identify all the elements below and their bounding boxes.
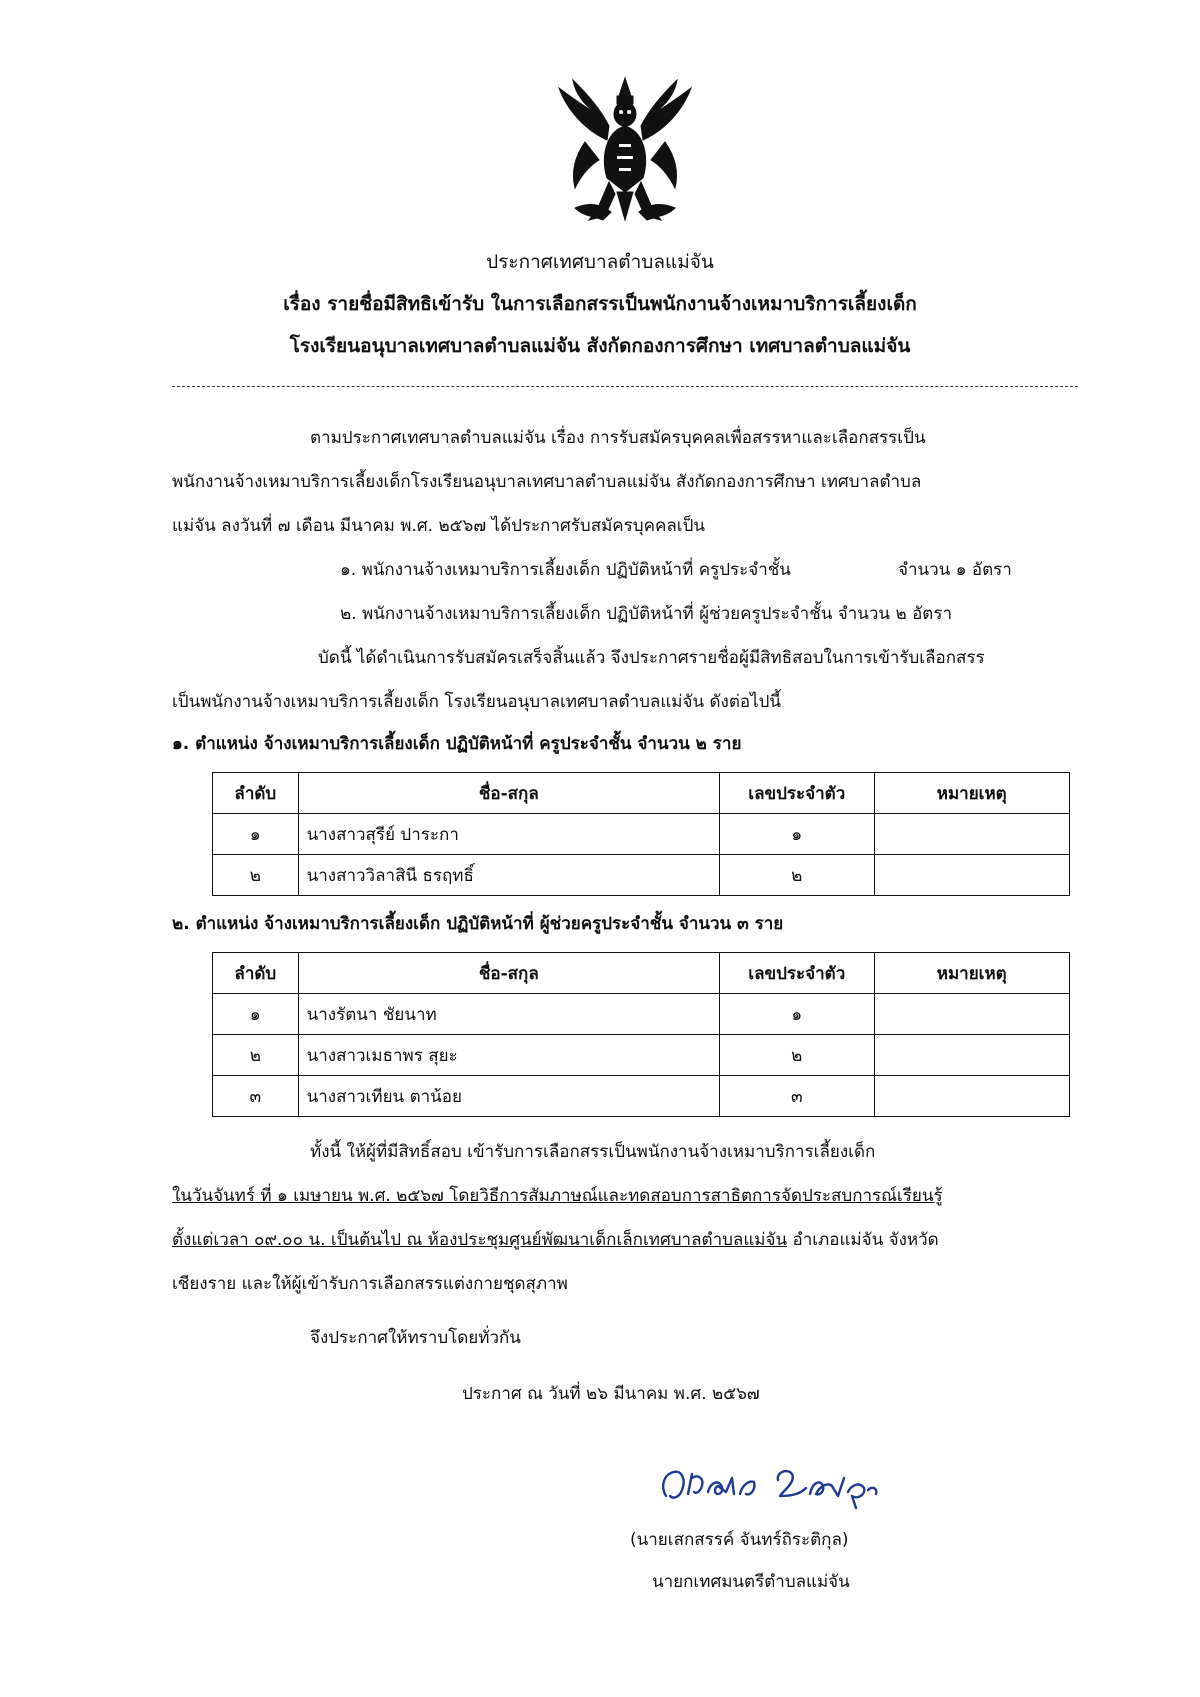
- cell-seq: ๒: [213, 1035, 299, 1076]
- intro-line-1: ตามประกาศเทศบาลตำบลแม่จัน เรื่อง การรับสมัครบุคคลเพื่อสรรหาและเลือกสรรเป็น: [310, 428, 926, 448]
- table-header-row: [213, 953, 1070, 994]
- cell-name: นางสาววิลาสินี ธรฤทธิ์: [298, 855, 719, 896]
- table-row: [213, 814, 1070, 855]
- header-seq: ลำดับ: [213, 953, 299, 994]
- header-note: หมายเหตุ: [874, 953, 1070, 994]
- cell-note: [874, 994, 1070, 1035]
- header-name: ชื่อ-สกุล: [298, 773, 719, 814]
- header-id: เลขประจำตัว: [720, 953, 874, 994]
- cell-note: [874, 1035, 1070, 1076]
- subject-line-2: โรงเรียนอนุบาลเทศบาลตำบลแม่จัน สังกัดกองการศึกษา เทศบาลตำบลแม่จัน: [289, 335, 911, 357]
- signatory-name: (นายเสกสรรค์ จันทร์ถิระติกุล): [630, 1530, 849, 1550]
- cell-name: นางสาวสุรีย์ ปาระกา: [298, 814, 719, 855]
- closing-line-1: ทั้งนี้ ให้ผู้ที่มีสิทธิ์สอบ เข้ารับการเลือกสรรเป็นพนักงานจ้างเหมาบริการเลี้ยงเด็ก: [310, 1142, 876, 1162]
- table-row: [213, 994, 1070, 1035]
- header-note: หมายเหตุ: [874, 773, 1070, 814]
- cell-id: ๒: [720, 1035, 874, 1076]
- cell-name: นางสาวเมธาพร สุยะ: [298, 1035, 719, 1076]
- cell-seq: ๓: [213, 1076, 299, 1117]
- status-line-2: เป็นพนักงานจ้างเหมาบริการเลี้ยงเด็ก โรงเรียนอนุบาลเทศบาลตำบลแม่จัน ดังต่อไปนี้: [172, 692, 782, 712]
- subject-line-1: เรื่อง รายชื่อมีสิทธิเข้ารับ ในการเลือกสรรเป็นพนักงานจ้างเหมาบริการเลี้ยงเด็ก: [283, 293, 917, 315]
- intro-line-2: พนักงานจ้างเหมาบริการเลี้ยงเด็กโรงเรียนอนุบาลเทศบาลตำบลแม่จัน สังกัดกองการศึกษา เทศบาลตำบล: [172, 472, 922, 492]
- announce-line: จึงประกาศให้ทราบโดยทั่วกัน: [310, 1328, 521, 1348]
- cell-id: ๑: [720, 994, 874, 1035]
- header-divider: [172, 386, 1078, 387]
- intro-line-3: แม่จัน ลงวันที่ ๗ เดือน มีนาคม พ.ศ. ๒๕๖๗ ได้ประกาศรับสมัครบุคคลเป็น: [172, 516, 705, 536]
- header-id: เลขประจำตัว: [720, 773, 874, 814]
- table-row: [213, 1035, 1070, 1076]
- cell-seq: ๒: [213, 855, 299, 896]
- table-row: [213, 855, 1070, 896]
- cell-seq: ๑: [213, 814, 299, 855]
- cell-note: [874, 1076, 1070, 1117]
- cell-seq: ๑: [213, 994, 299, 1035]
- intro-item-1: ๑. พนักงานจ้างเหมาบริการเลี้ยงเด็ก ปฏิบัติหน้าที่ ครูประจำชั้น: [340, 560, 791, 580]
- section-2-heading: ๒. ตำแหน่ง จ้างเหมาบริการเลี้ยงเด็ก ปฏิบัติหน้าที่ ผู้ช่วยครูประจำชั้น จำนวน ๓ ราย: [172, 914, 784, 934]
- intro-item-1-count: จำนวน ๑ อัตรา: [898, 560, 1012, 580]
- cell-note: [874, 855, 1070, 896]
- garuda-emblem-icon: [545, 70, 705, 230]
- handwritten-signature-icon: [652, 1456, 892, 1516]
- signatory-position: นายกเทศมนตรีตำบลแม่จัน: [652, 1572, 850, 1592]
- header-seq: ลำดับ: [213, 773, 299, 814]
- document-title: ประกาศเทศบาลตำบลแม่จัน: [486, 251, 714, 273]
- closing-line-4: เชียงราย และให้ผู้เข้ารับการเลือกสรรแต่งกายชุดสุภาพ: [172, 1274, 568, 1294]
- closing-line-3-underlined: ตั้งแต่เวลา ๐๙.๐๐ น. เป็นต้นไป ณ ห้องประชุมศูนย์พัฒนาเด็กเล็กเทศบาลตำบลแม่จัน: [172, 1230, 788, 1250]
- cell-id: ๑: [720, 814, 874, 855]
- closing-line-3: [172, 1226, 939, 1254]
- section-1-table: [212, 772, 1070, 896]
- cell-id: ๓: [720, 1076, 874, 1117]
- section-1-heading: ๑. ตำแหน่ง จ้างเหมาบริการเลี้ยงเด็ก ปฏิบัติหน้าที่ ครูประจำชั้น จำนวน ๒ ราย: [172, 734, 742, 754]
- cell-name: นางสาวเทียน ตาน้อย: [298, 1076, 719, 1117]
- table-row: [213, 1076, 1070, 1117]
- section-2-table: [212, 952, 1070, 1117]
- closing-line-2: ในวันจันทร์ ที่ ๑ เมษายน พ.ศ. ๒๕๖๗ โดยวิธีการสัมภาษณ์และทดสอบการสาธิตการจัดประสบการณ์เรียนรู้: [172, 1186, 943, 1206]
- intro-item-2: ๒. พนักงานจ้างเหมาบริการเลี้ยงเด็ก ปฏิบัติหน้าที่ ผู้ช่วยครูประจำชั้น จำนวน ๒ อัตรา: [340, 604, 952, 624]
- cell-note: [874, 814, 1070, 855]
- table-header-row: [213, 773, 1070, 814]
- announce-date: ประกาศ ณ วันที่ ๒๖ มีนาคม พ.ศ. ๒๕๖๗: [462, 1384, 760, 1404]
- status-line-1: บัดนี้ ได้ดำเนินการรับสมัครเสร็จสิ้นแล้ว จึงประกาศรายชื่อผู้มีสิทธิสอบในการเข้ารับเลือกสรร: [318, 648, 985, 668]
- header-name: ชื่อ-สกุล: [298, 953, 719, 994]
- cell-name: นางรัตนา ชัยนาท: [298, 994, 719, 1035]
- cell-id: ๒: [720, 855, 874, 896]
- closing-line-3-rest: อำเภอแม่จัน จังหวัด: [787, 1230, 939, 1250]
